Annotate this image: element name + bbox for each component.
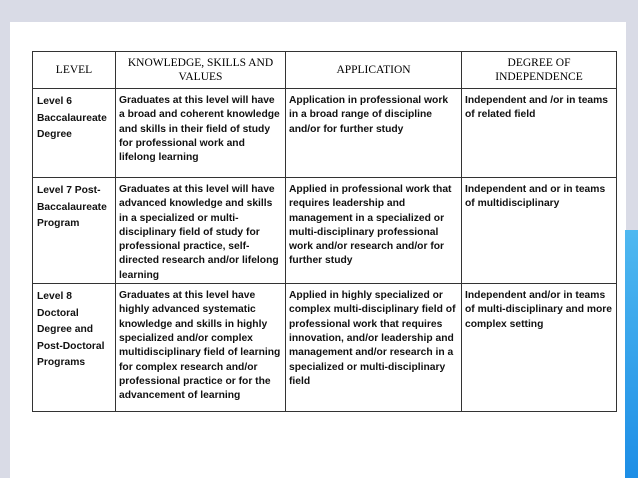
independence-cell: Independent and or in teams of multidisciplinary [462,178,617,284]
table-row [33,284,617,412]
knowledge-cell: Graduates at this level will have advanced knowledge and skills in a specialized or multi-disciplinary field of study for professional practice, self-directed research and/or lifelong learning [116,178,286,284]
knowledge-cell: Graduates at this level will have a broad and coherent knowledge and skills in their field of study for professional work and lifelong learning [116,89,286,178]
level-cell: Level 7 Post-Baccalaureate Program [33,178,116,284]
level-cell: Level 6 Baccalaureate Degree [33,89,116,178]
independence-cell: Independent and /or in teams of related field [462,89,617,178]
header-knowledge-skills-values: KNOWLEDGE, SKILLS AND VALUES [116,52,286,89]
level-cell: Level 8 Doctoral Degree and Post-Doctoral Programs [33,284,116,412]
application-cell: Application in professional work in a broad range of discipline and/or for further study [286,89,462,178]
table-row [33,89,617,178]
table-header-row [33,52,617,89]
slide-accent-bar [625,230,638,478]
application-cell: Applied in highly specialized or complex multi-disciplinary field of professional work that requires innovation, and/or leadership and management and/or research in a specialized or multi-disciplinary field [286,284,462,412]
qualifications-table [32,51,617,412]
header-application: APPLICATION [286,52,462,89]
independence-cell: Independent and/or in teams of multi-disciplinary and more complex setting [462,284,617,412]
header-level: LEVEL [33,52,116,89]
application-cell: Applied in professional work that requires leadership and management in a specialized or multi-disciplinary professional work and/or research and/or for further study [286,178,462,284]
header-degree-of-independence: DEGREE OF INDEPENDENCE [462,52,617,89]
knowledge-cell: Graduates at this level have highly advanced systematic knowledge and skills in highly specialized and/or complex multidisciplinary field of learning for complex research and/or professional practice or for the advancement of learning [116,284,286,412]
table-row [33,178,617,284]
